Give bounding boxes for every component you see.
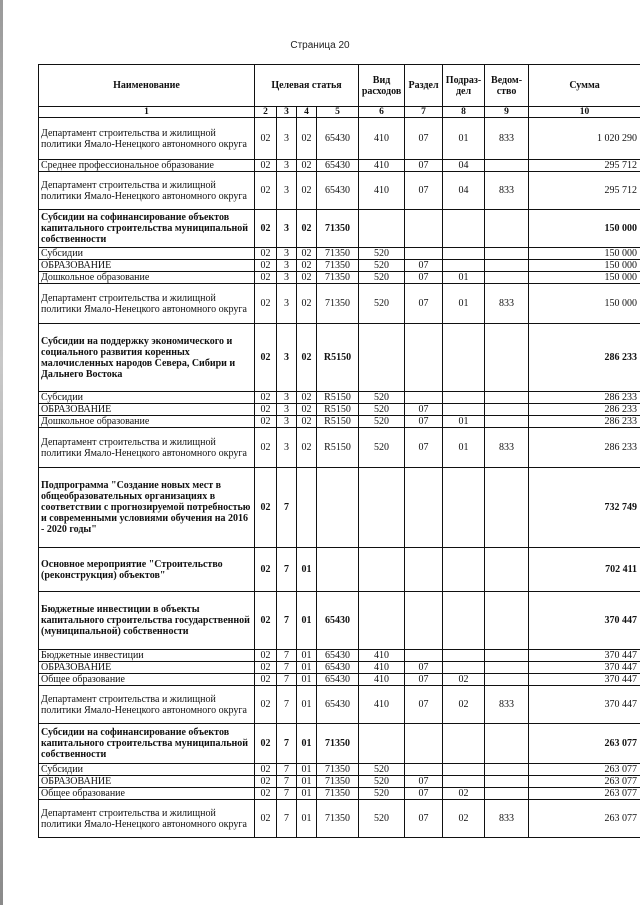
row-direction-code: R5150 [317, 324, 359, 392]
row-name: ОБРАЗОВАНИЕ [39, 662, 255, 674]
header-department: Ведом-ство [485, 65, 529, 107]
row-event-code: 01 [297, 592, 317, 650]
row-direction-code [317, 548, 359, 592]
row-expense-type: 410 [359, 674, 405, 686]
column-number: 2 [255, 107, 277, 118]
row-direction-code: 71350 [317, 210, 359, 248]
row-direction-code: 65430 [317, 172, 359, 210]
row-direction-code: 71350 [317, 724, 359, 764]
row-department [485, 674, 529, 686]
header-subsection: Подраз-дел [443, 65, 485, 107]
header-row [39, 65, 640, 107]
row-event-code [297, 468, 317, 548]
budget-table [38, 64, 640, 838]
column-number: 4 [297, 107, 317, 118]
row-subsection [443, 724, 485, 764]
row-section: 07 [405, 272, 443, 284]
table-row [39, 788, 640, 800]
row-event-code: 02 [297, 118, 317, 160]
row-department [485, 724, 529, 764]
header-expense-type: Вид расходов [359, 65, 405, 107]
row-name: Департамент строительства и жилищной политики Ямало-Ненецкого автономного округа [39, 172, 255, 210]
row-amount: 286 233 [529, 392, 640, 404]
row-subsection [443, 210, 485, 248]
row-name: Бюджетные инвестиции в объекты капитального строительства государственной (муниципальной) собственности [39, 592, 255, 650]
row-program-code: 02 [255, 392, 277, 404]
row-department [485, 662, 529, 674]
row-amount: 150 000 [529, 210, 640, 248]
row-direction-code: R5150 [317, 392, 359, 404]
row-department [485, 776, 529, 788]
row-section: 07 [405, 172, 443, 210]
table-row [39, 428, 640, 468]
row-amount: 295 712 [529, 172, 640, 210]
row-amount: 263 077 [529, 724, 640, 764]
row-section [405, 392, 443, 404]
row-expense-type: 520 [359, 392, 405, 404]
row-subsection [443, 248, 485, 260]
row-program-code: 02 [255, 468, 277, 548]
row-subsection: 02 [443, 674, 485, 686]
row-event-code: 02 [297, 248, 317, 260]
row-program-code: 02 [255, 428, 277, 468]
row-event-code: 01 [297, 650, 317, 662]
row-name: Основное мероприятие "Строительство (реконструкция) объектов" [39, 548, 255, 592]
row-direction-code: 71350 [317, 248, 359, 260]
row-section [405, 468, 443, 548]
row-event-code: 02 [297, 392, 317, 404]
row-direction-code: 65430 [317, 662, 359, 674]
row-expense-type: 410 [359, 172, 405, 210]
row-amount: 286 233 [529, 428, 640, 468]
row-department: 833 [485, 686, 529, 724]
row-section [405, 248, 443, 260]
row-event-code: 01 [297, 674, 317, 686]
row-section [405, 650, 443, 662]
row-program-code: 02 [255, 724, 277, 764]
row-subsection [443, 468, 485, 548]
row-expense-type: 410 [359, 686, 405, 724]
table-row [39, 548, 640, 592]
header-amount: Сумма [529, 65, 640, 107]
row-amount: 295 712 [529, 160, 640, 172]
row-subprogram-code: 3 [277, 160, 297, 172]
row-department [485, 592, 529, 650]
row-expense-type [359, 324, 405, 392]
row-name: Субсидии [39, 248, 255, 260]
row-amount: 263 077 [529, 788, 640, 800]
row-event-code: 02 [297, 284, 317, 324]
row-name: Субсидии на поддержку экономического и социального развития коренных малочисленных народов Севера, Сибири и Дальнего Востока [39, 324, 255, 392]
row-event-code: 01 [297, 548, 317, 592]
row-amount: 370 447 [529, 686, 640, 724]
row-subsection [443, 764, 485, 776]
row-direction-code: 65430 [317, 674, 359, 686]
column-number: 8 [443, 107, 485, 118]
row-section: 07 [405, 160, 443, 172]
row-direction-code: 65430 [317, 592, 359, 650]
row-section: 07 [405, 662, 443, 674]
row-expense-type [359, 592, 405, 650]
header-section: Раздел [405, 65, 443, 107]
row-event-code: 02 [297, 416, 317, 428]
column-number: 7 [405, 107, 443, 118]
row-program-code: 02 [255, 248, 277, 260]
row-expense-type: 520 [359, 788, 405, 800]
row-expense-type: 520 [359, 284, 405, 324]
row-direction-code: 65430 [317, 118, 359, 160]
row-program-code: 02 [255, 210, 277, 248]
row-subprogram-code: 3 [277, 428, 297, 468]
row-department [485, 160, 529, 172]
row-subprogram-code: 3 [277, 172, 297, 210]
row-direction-code: 71350 [317, 284, 359, 324]
row-program-code: 02 [255, 416, 277, 428]
row-subprogram-code: 7 [277, 764, 297, 776]
row-section: 07 [405, 404, 443, 416]
table-row [39, 592, 640, 650]
row-department [485, 764, 529, 776]
row-section [405, 324, 443, 392]
table-row [39, 764, 640, 776]
row-name: Субсидии [39, 764, 255, 776]
row-event-code: 01 [297, 788, 317, 800]
row-subsection [443, 548, 485, 592]
row-subprogram-code: 7 [277, 468, 297, 548]
row-name: Бюджетные инвестиции [39, 650, 255, 662]
row-section: 07 [405, 674, 443, 686]
row-direction-code: 71350 [317, 764, 359, 776]
row-section: 07 [405, 776, 443, 788]
row-subprogram-code: 3 [277, 210, 297, 248]
header-name: Наименование [39, 65, 255, 107]
row-expense-type: 520 [359, 776, 405, 788]
table-row [39, 468, 640, 548]
row-name: Общее образование [39, 674, 255, 686]
row-department: 833 [485, 428, 529, 468]
row-amount: 370 447 [529, 674, 640, 686]
row-department [485, 650, 529, 662]
column-number: 9 [485, 107, 529, 118]
row-subsection: 02 [443, 800, 485, 838]
row-direction-code [317, 468, 359, 548]
row-program-code: 02 [255, 172, 277, 210]
row-expense-type: 520 [359, 416, 405, 428]
row-section: 07 [405, 416, 443, 428]
row-expense-type: 520 [359, 800, 405, 838]
row-expense-type: 520 [359, 404, 405, 416]
row-program-code: 02 [255, 788, 277, 800]
row-amount: 370 447 [529, 662, 640, 674]
row-subprogram-code: 7 [277, 800, 297, 838]
row-amount: 263 077 [529, 776, 640, 788]
page-title: Страница 20 [290, 40, 350, 51]
row-event-code: 01 [297, 686, 317, 724]
row-direction-code: 71350 [317, 272, 359, 284]
table-row [39, 686, 640, 724]
table-row [39, 172, 640, 210]
row-event-code: 02 [297, 172, 317, 210]
row-event-code: 01 [297, 662, 317, 674]
row-amount: 150 000 [529, 260, 640, 272]
table-row [39, 776, 640, 788]
row-department [485, 416, 529, 428]
row-direction-code: 71350 [317, 788, 359, 800]
row-subsection: 02 [443, 686, 485, 724]
row-name: Департамент строительства и жилищной политики Ямало-Ненецкого автономного округа [39, 428, 255, 468]
row-amount: 732 749 [529, 468, 640, 548]
row-event-code: 02 [297, 260, 317, 272]
row-subsection: 04 [443, 160, 485, 172]
row-subsection: 02 [443, 788, 485, 800]
row-expense-type: 520 [359, 260, 405, 272]
column-number: 10 [529, 107, 640, 118]
row-subsection: 01 [443, 118, 485, 160]
row-event-code: 02 [297, 324, 317, 392]
row-direction-code: 65430 [317, 650, 359, 662]
row-expense-type: 520 [359, 764, 405, 776]
row-program-code: 02 [255, 404, 277, 416]
row-amount: 263 077 [529, 764, 640, 776]
budget-body [39, 118, 640, 838]
row-name: Субсидии [39, 392, 255, 404]
row-event-code: 02 [297, 210, 317, 248]
table-row [39, 416, 640, 428]
row-name: Общее образование [39, 788, 255, 800]
row-subprogram-code: 3 [277, 272, 297, 284]
row-program-code: 02 [255, 284, 277, 324]
row-subprogram-code: 7 [277, 548, 297, 592]
row-expense-type [359, 468, 405, 548]
row-subsection: 01 [443, 428, 485, 468]
row-subsection [443, 260, 485, 272]
row-amount: 370 447 [529, 592, 640, 650]
row-program-code: 02 [255, 118, 277, 160]
row-amount: 286 233 [529, 324, 640, 392]
row-subprogram-code: 3 [277, 404, 297, 416]
row-department [485, 260, 529, 272]
table-row [39, 260, 640, 272]
row-event-code: 01 [297, 724, 317, 764]
table-row [39, 800, 640, 838]
row-subsection: 01 [443, 416, 485, 428]
table-row [39, 324, 640, 392]
row-subsection: 04 [443, 172, 485, 210]
row-program-code: 02 [255, 776, 277, 788]
row-subprogram-code: 3 [277, 284, 297, 324]
table-row [39, 284, 640, 324]
row-program-code: 02 [255, 548, 277, 592]
row-section [405, 548, 443, 592]
row-expense-type [359, 724, 405, 764]
row-expense-type [359, 548, 405, 592]
row-amount: 702 411 [529, 548, 640, 592]
table-row [39, 724, 640, 764]
row-subsection [443, 324, 485, 392]
row-event-code: 01 [297, 764, 317, 776]
row-amount: 263 077 [529, 800, 640, 838]
row-subsection [443, 404, 485, 416]
row-direction-code: 65430 [317, 686, 359, 724]
column-number: 3 [277, 107, 297, 118]
row-amount: 286 233 [529, 416, 640, 428]
row-name: Подпрограмма "Создание новых мест в общеобразовательных организациях в соответствии с прогнозируемой потребностью и современными условиями обучения на 2016 - 2020 годы" [39, 468, 255, 548]
row-direction-code: R5150 [317, 404, 359, 416]
row-section [405, 764, 443, 776]
row-amount: 150 000 [529, 248, 640, 260]
header-target-article: Целевая статья [255, 65, 359, 107]
row-section: 07 [405, 800, 443, 838]
row-program-code: 02 [255, 650, 277, 662]
row-subsection [443, 662, 485, 674]
row-subprogram-code: 7 [277, 686, 297, 724]
row-section: 07 [405, 260, 443, 272]
row-name: ОБРАЗОВАНИЕ [39, 260, 255, 272]
row-direction-code: R5150 [317, 428, 359, 468]
row-direction-code: 71350 [317, 260, 359, 272]
row-program-code: 02 [255, 662, 277, 674]
row-amount: 286 233 [529, 404, 640, 416]
scan-edge [0, 0, 3, 905]
row-subprogram-code: 7 [277, 592, 297, 650]
row-direction-code: 71350 [317, 800, 359, 838]
row-department [485, 468, 529, 548]
row-amount: 1 020 290 [529, 118, 640, 160]
row-section: 07 [405, 428, 443, 468]
table-row [39, 118, 640, 160]
row-event-code: 02 [297, 272, 317, 284]
row-amount: 370 447 [529, 650, 640, 662]
row-department [485, 272, 529, 284]
row-expense-type: 410 [359, 650, 405, 662]
row-subsection: 01 [443, 284, 485, 324]
row-subprogram-code: 3 [277, 392, 297, 404]
table-row [39, 674, 640, 686]
row-subprogram-code: 7 [277, 776, 297, 788]
row-event-code: 02 [297, 160, 317, 172]
row-department [485, 210, 529, 248]
row-department [485, 324, 529, 392]
row-department: 833 [485, 800, 529, 838]
row-section: 07 [405, 284, 443, 324]
row-subsection [443, 650, 485, 662]
row-subprogram-code: 7 [277, 650, 297, 662]
row-program-code: 02 [255, 800, 277, 838]
column-number: 1 [39, 107, 255, 118]
row-direction-code: 71350 [317, 776, 359, 788]
table-row [39, 392, 640, 404]
row-program-code: 02 [255, 324, 277, 392]
row-name: Департамент строительства и жилищной политики Ямало-Ненецкого автономного округа [39, 118, 255, 160]
row-expense-type: 520 [359, 272, 405, 284]
row-subsection: 01 [443, 272, 485, 284]
row-event-code: 02 [297, 404, 317, 416]
row-expense-type: 410 [359, 118, 405, 160]
row-section [405, 210, 443, 248]
row-direction-code: 65430 [317, 160, 359, 172]
row-subprogram-code: 3 [277, 248, 297, 260]
column-number: 5 [317, 107, 359, 118]
column-number: 6 [359, 107, 405, 118]
row-subsection [443, 592, 485, 650]
row-subprogram-code: 7 [277, 724, 297, 764]
row-program-code: 02 [255, 160, 277, 172]
table-row [39, 248, 640, 260]
row-direction-code: R5150 [317, 416, 359, 428]
row-section [405, 592, 443, 650]
row-program-code: 02 [255, 686, 277, 724]
row-name: Департамент строительства и жилищной политики Ямало-Ненецкого автономного округа [39, 284, 255, 324]
row-name: Департамент строительства и жилищной политики Ямало-Ненецкого автономного округа [39, 800, 255, 838]
row-section: 07 [405, 118, 443, 160]
row-department [485, 392, 529, 404]
row-subprogram-code: 7 [277, 674, 297, 686]
row-section: 07 [405, 686, 443, 724]
row-expense-type: 410 [359, 662, 405, 674]
row-name: Дошкольное образование [39, 416, 255, 428]
row-program-code: 02 [255, 272, 277, 284]
row-amount: 150 000 [529, 272, 640, 284]
row-subsection [443, 776, 485, 788]
row-subprogram-code: 7 [277, 788, 297, 800]
row-event-code: 01 [297, 776, 317, 788]
row-expense-type: 520 [359, 248, 405, 260]
table-row [39, 650, 640, 662]
row-subprogram-code: 3 [277, 118, 297, 160]
row-subprogram-code: 3 [277, 416, 297, 428]
row-section: 07 [405, 788, 443, 800]
row-department: 833 [485, 172, 529, 210]
row-name: Среднее профессиональное образование [39, 160, 255, 172]
row-subprogram-code: 3 [277, 324, 297, 392]
row-event-code: 01 [297, 800, 317, 838]
row-expense-type: 410 [359, 160, 405, 172]
table-row [39, 272, 640, 284]
row-program-code: 02 [255, 260, 277, 272]
row-department [485, 248, 529, 260]
table-row [39, 662, 640, 674]
row-department: 833 [485, 118, 529, 160]
row-subsection [443, 392, 485, 404]
row-expense-type [359, 210, 405, 248]
row-department [485, 788, 529, 800]
row-program-code: 02 [255, 764, 277, 776]
row-amount: 150 000 [529, 284, 640, 324]
row-section [405, 724, 443, 764]
row-name: ОБРАЗОВАНИЕ [39, 776, 255, 788]
row-program-code: 02 [255, 674, 277, 686]
row-department [485, 404, 529, 416]
row-department [485, 548, 529, 592]
row-event-code: 02 [297, 428, 317, 468]
row-name: Дошкольное образование [39, 272, 255, 284]
table-row [39, 404, 640, 416]
table-row [39, 210, 640, 248]
row-name: Субсидии на софинансирование объектов капитального строительства муниципальной собственности [39, 724, 255, 764]
row-name: ОБРАЗОВАНИЕ [39, 404, 255, 416]
row-subprogram-code: 3 [277, 260, 297, 272]
row-expense-type: 520 [359, 428, 405, 468]
row-program-code: 02 [255, 592, 277, 650]
row-name: Департамент строительства и жилищной политики Ямало-Ненецкого автономного округа [39, 686, 255, 724]
table-row [39, 160, 640, 172]
column-number-row [39, 107, 640, 118]
row-name: Субсидии на софинансирование объектов капитального строительства муниципальной собственности [39, 210, 255, 248]
row-subprogram-code: 7 [277, 662, 297, 674]
row-department: 833 [485, 284, 529, 324]
